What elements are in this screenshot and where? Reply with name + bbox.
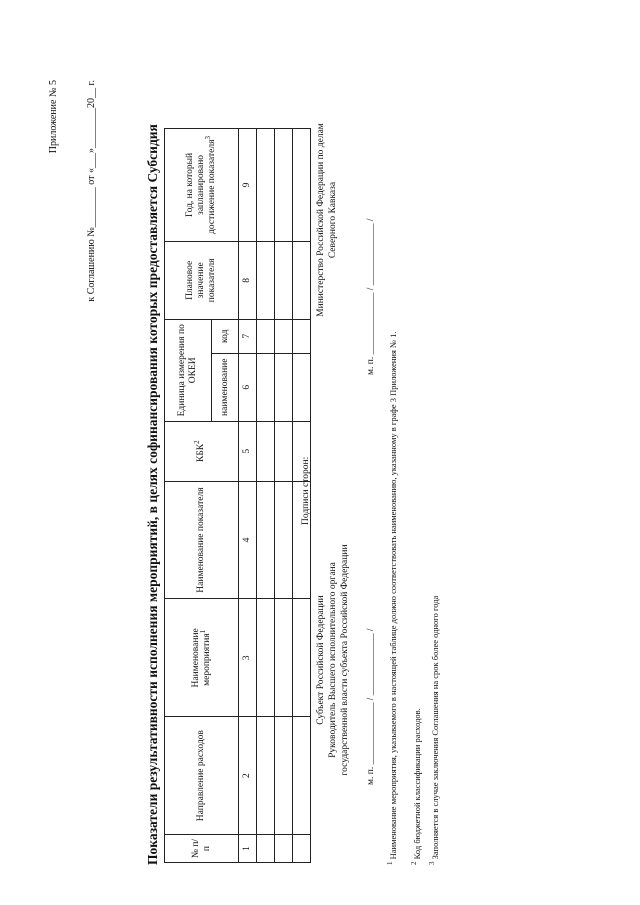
agreement-number-blank: ________ <box>86 187 97 228</box>
right-signatory-line1: Министерство Российской Федерации по делам <box>316 123 326 317</box>
right-signatory-line2: Северного Кавказа <box>328 181 338 259</box>
table-row <box>257 129 275 863</box>
table-cell <box>275 835 293 863</box>
col-number: 9 <box>239 129 257 242</box>
table-column-numbers <box>239 129 257 863</box>
table-cell <box>257 717 275 835</box>
table-cell <box>257 129 275 242</box>
table-cell <box>293 599 311 717</box>
footnote-2-text: Код бюджетной классификации расходов. <box>412 708 422 860</box>
footnote-mark-2: 2 <box>192 440 201 444</box>
footnote-mark-3: 3 <box>203 135 212 140</box>
table-cell <box>275 421 293 481</box>
document-title: Показатели результативности исполнения мероприятий, в целях софинансирования которых предоставляется Субсидия <box>145 124 160 865</box>
header-unit: Единица измерения по ОКЕИ <box>165 319 212 421</box>
footnote-3 <box>430 596 441 865</box>
col-number: 1 <box>239 835 257 863</box>
table-cell <box>275 241 293 319</box>
table-cell <box>257 599 275 717</box>
left-signatory-line3: государственной власти субъекта Российской Федерации <box>340 544 350 776</box>
table-cell <box>257 421 275 481</box>
indicators-table <box>164 128 311 863</box>
seal-right: м. п. <box>366 356 376 375</box>
agreement-prefix: к Соглашению № <box>86 227 97 302</box>
col-number: 6 <box>239 353 257 421</box>
table-header-row <box>165 129 212 863</box>
table-row <box>275 129 293 863</box>
signatures-heading: Подписи сторон: <box>301 456 311 525</box>
sign-line-left: _____________ / _____________ / <box>366 628 376 765</box>
header-year <box>165 129 239 242</box>
table-cell <box>257 353 275 421</box>
agreement-date: от «___»________20__ г. <box>86 80 97 185</box>
footnote-3-text: Заполняется в случае заключения Соглашения на срок более одного года <box>430 595 440 860</box>
footnote-2 <box>412 708 423 865</box>
table-cell <box>275 353 293 421</box>
col-number: 5 <box>239 421 257 481</box>
table-cell <box>257 241 275 319</box>
table-cell <box>275 481 293 599</box>
col-number: 8 <box>239 241 257 319</box>
table-cell <box>275 129 293 242</box>
header-unit-code: код <box>212 319 239 353</box>
table-cell <box>257 481 275 599</box>
col-number: 7 <box>239 319 257 353</box>
signature-block-right <box>315 95 339 345</box>
table-cell <box>293 353 311 421</box>
col-number: 2 <box>239 717 257 835</box>
footnote-3-mark: 3 <box>428 861 437 865</box>
header-event-label: Наименование мероприятия <box>190 628 212 688</box>
header-event <box>165 599 239 717</box>
header-year-label: Год, на который запланировано достижение показателя <box>185 139 217 234</box>
table-cell <box>293 717 311 835</box>
footnote-2-mark: 2 <box>410 861 419 865</box>
col-number: 4 <box>239 481 257 599</box>
footnote-1-mark: 1 <box>386 861 395 865</box>
header-kbk-label: КБК <box>196 443 206 462</box>
header-unit-name: наименование <box>212 353 239 421</box>
table-cell <box>293 319 311 353</box>
sign-line-right: _____________ / _____________ / <box>366 218 376 355</box>
header-num: № п/п <box>165 835 239 863</box>
appendix-label: Приложение № 5 <box>48 80 59 154</box>
seal-left: м. п. <box>366 766 376 785</box>
left-signatory-line1: Субъект Российской Федерации <box>316 595 326 725</box>
left-signatory-line2: Руководитель Высшего исполнительного органа <box>328 562 338 758</box>
agreement-reference <box>86 80 98 302</box>
header-indicator: Наименование показателя <box>165 481 239 599</box>
signature-line-right <box>365 218 377 375</box>
table-cell <box>257 319 275 353</box>
table-cell <box>275 599 293 717</box>
footnote-1 <box>388 331 399 865</box>
table-cell <box>275 319 293 353</box>
footnote-mark-1: 1 <box>198 629 207 634</box>
signature-line-left <box>365 628 377 785</box>
table-cell <box>257 835 275 863</box>
table-cell <box>293 241 311 319</box>
signature-block-left <box>315 535 351 785</box>
table-cell <box>293 835 311 863</box>
footnote-1-text: Наименование мероприятия, указываемого в настоящей таблице должно соответствовать наименованию, указанному в графе 3 Приложения № 1. <box>388 331 398 860</box>
header-plan: Плановое значение показателя <box>165 241 239 319</box>
header-direction: Направление расходов <box>165 717 239 835</box>
table-cell <box>275 717 293 835</box>
table-cell <box>293 129 311 242</box>
header-kbk <box>165 421 239 481</box>
col-number: 3 <box>239 599 257 717</box>
